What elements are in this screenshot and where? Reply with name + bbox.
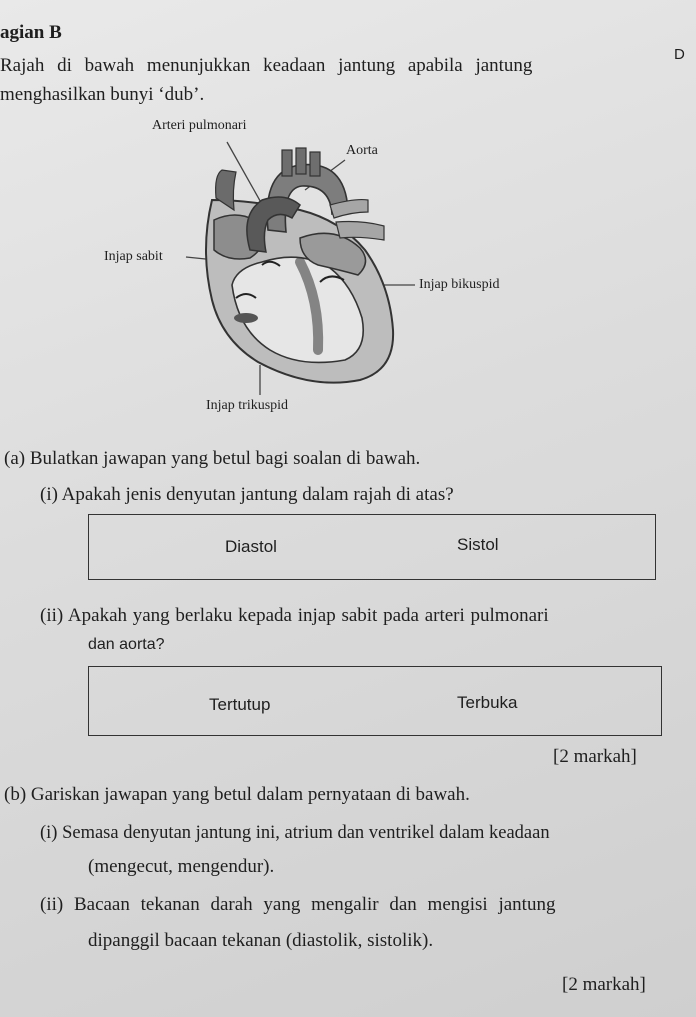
option-diastol[interactable]: Diastol [225, 537, 277, 556]
part-a-question-2-line-2: dan aorta? [88, 636, 165, 653]
answer-box-1 [88, 514, 656, 580]
aorta-branch-3 [310, 152, 320, 176]
label-injap-trikuspid: Injap trikuspid [206, 398, 289, 413]
part-a-marks: [2 markah] [553, 746, 637, 767]
answer-box-2 [88, 666, 662, 736]
section-title: agian B [0, 22, 62, 43]
aorta-branch-1 [282, 150, 292, 176]
label-injap-bikuspid: Injap bikuspid [419, 277, 500, 292]
part-a-question-1: (i) Apakah jenis denyutan jantung dalam rajah di atas? [40, 484, 454, 505]
option-sistol[interactable]: Sistol [457, 535, 499, 554]
intro-line-2: menghasilkan bunyi ‘dub’. [0, 84, 205, 105]
valve-dark-spot [234, 313, 258, 323]
corner-letter: D [674, 46, 685, 63]
part-a-instruction: (a) Bulatkan jawapan yang betul bagi soalan di bawah. [4, 448, 421, 469]
part-b-question-2-line-1: (ii) Bacaan tekanan darah yang mengalir dan mengisi jantung [40, 894, 556, 915]
label-arteri-pulmonari: Arteri pulmonari [152, 118, 247, 133]
label-aorta: Aorta [346, 143, 378, 158]
pulmonary-vein-2 [336, 222, 384, 241]
part-b-question-1-line-1: (i) Semasa denyutan jantung ini, atrium dan ventrikel dalam keadaan [40, 823, 550, 843]
heart-diagram [0, 0, 696, 440]
part-b-question-2-line-2[interactable]: dipanggil bacaan tekanan (diastolik, sistolik). [88, 930, 434, 951]
part-b-question-1-line-2[interactable]: (mengecut, mengendur). [88, 856, 275, 877]
label-injap-sabit: Injap sabit [104, 249, 163, 264]
option-terbuka[interactable]: Terbuka [457, 693, 518, 712]
option-tertutup[interactable]: Tertutup [209, 695, 271, 714]
part-a-question-2-line-1: (ii) Apakah yang berlaku kepada injap sabit pada arteri pulmonari [40, 605, 549, 626]
part-b-marks: [2 markah] [562, 974, 646, 995]
aorta-branch-2 [296, 148, 306, 174]
intro-line-1: Rajah di bawah menunjukkan keadaan jantung apabila jantung [0, 55, 533, 76]
part-b-instruction: (b) Gariskan jawapan yang betul dalam pernyataan di bawah. [4, 784, 470, 805]
